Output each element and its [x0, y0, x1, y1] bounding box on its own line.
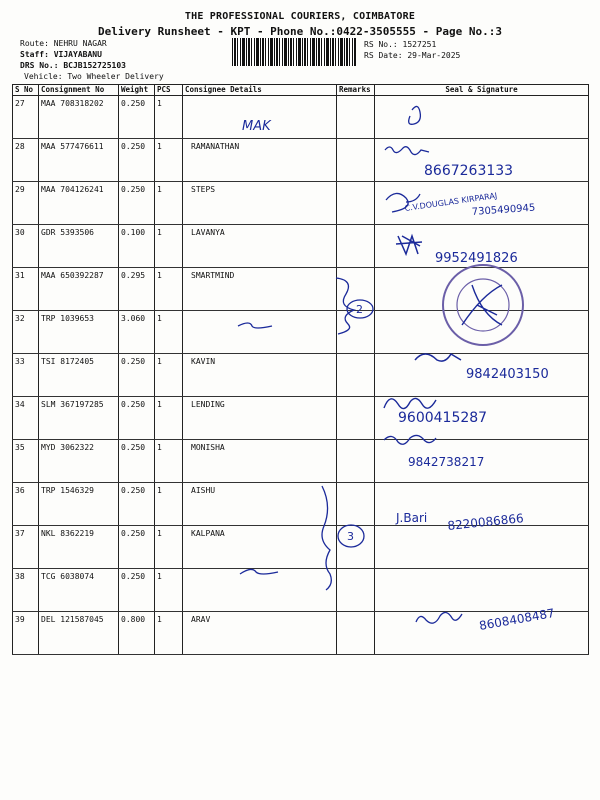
- drs-value: BCJB152725103: [63, 61, 126, 70]
- cell-remarks: [337, 139, 375, 182]
- rs-date-line: [364, 51, 460, 60]
- cell-sno: 30: [13, 225, 39, 268]
- cell-consignment: MAA 704126241: [39, 182, 119, 225]
- cell-pcs: 1: [155, 612, 183, 655]
- table-row: [13, 139, 589, 182]
- col-sno: S No: [13, 85, 39, 96]
- handwritten-mak: MAK: [242, 119, 271, 134]
- cell-remarks: [337, 354, 375, 397]
- col-pcs: PCS: [155, 85, 183, 96]
- table-row: [13, 225, 589, 268]
- cell-consignment: TRP 1039653: [39, 311, 119, 354]
- col-remarks: Remarks: [337, 85, 375, 96]
- cell-consignment: SLM 367197285: [39, 397, 119, 440]
- cell-signature: [375, 225, 589, 268]
- cell-remarks: [337, 483, 375, 526]
- cell-weight: 0.250: [119, 440, 155, 483]
- cell-signature: [375, 569, 589, 612]
- cell-signature: [375, 96, 589, 139]
- cell-remarks: [337, 225, 375, 268]
- cell-weight: 0.250: [119, 182, 155, 225]
- table-row: [13, 526, 589, 569]
- cell-pcs: 1: [155, 182, 183, 225]
- table-row: [13, 182, 589, 225]
- handwritten-phone-39: 8608408487: [478, 605, 556, 633]
- cell-remarks: [337, 440, 375, 483]
- route-line: [20, 39, 107, 48]
- cell-sno: 31: [13, 268, 39, 311]
- cell-consignee: LAVANYA: [183, 225, 337, 268]
- cell-consignee: SMARTMIND: [183, 268, 337, 311]
- table-row: [13, 268, 589, 311]
- cell-pcs: 1: [155, 225, 183, 268]
- cell-consignee: AISHU: [183, 483, 337, 526]
- handwritten-name-29: C.V.DOUGLAS KIRPARAJ: [404, 191, 498, 213]
- cell-signature: [375, 440, 589, 483]
- cell-consignee: MONISHA: [183, 440, 337, 483]
- col-signature: Seal & Signature: [375, 85, 589, 96]
- cell-weight: 0.250: [119, 526, 155, 569]
- rs-no-label: RS No.:: [364, 40, 398, 49]
- table-row: [13, 483, 589, 526]
- cell-signature: [375, 268, 589, 311]
- table-row: [13, 96, 589, 139]
- vehicle-line: [24, 72, 164, 81]
- cell-consignee: ARAV: [183, 612, 337, 655]
- cell-pcs: 1: [155, 569, 183, 612]
- runsheet-table: [12, 84, 589, 655]
- cell-pcs: 1: [155, 526, 183, 569]
- cell-remarks: [337, 397, 375, 440]
- cell-consignment: TSI 8172405: [39, 354, 119, 397]
- cell-sno: 32: [13, 311, 39, 354]
- cell-consignment: MAA 708318202: [39, 96, 119, 139]
- handwritten-phone-30: 9952491826: [435, 251, 518, 266]
- col-consignee: Consignee Details: [183, 85, 337, 96]
- drs-line: [20, 61, 126, 70]
- circle-number-32: 2: [356, 303, 363, 316]
- cell-consignment: TRP 1546329: [39, 483, 119, 526]
- cell-remarks: [337, 311, 375, 354]
- runsheet-title: Delivery Runsheet - KPT - Phone No.:0422-3505555 - Page No.:3: [98, 25, 502, 38]
- cell-sno: 36: [13, 483, 39, 526]
- cell-sno: 27: [13, 96, 39, 139]
- cell-signature: [375, 182, 589, 225]
- staff-line: [20, 50, 102, 59]
- cell-signature: [375, 483, 589, 526]
- cell-consignment: TCG 6038074: [39, 569, 119, 612]
- cell-sno: 35: [13, 440, 39, 483]
- handwritten-phone-29: 7305490945: [471, 202, 536, 218]
- cell-consignee: STEPS: [183, 182, 337, 225]
- cell-remarks: [337, 268, 375, 311]
- handwritten-phone-37: 8220086866: [446, 511, 525, 533]
- cell-consignment: MAA 650392287: [39, 268, 119, 311]
- cell-consignment: MYD 3062322: [39, 440, 119, 483]
- route-label: Route:: [20, 39, 49, 48]
- table-row: [13, 612, 589, 655]
- rs-date-value: 29-Mar-2025: [407, 51, 461, 60]
- cell-sno: 38: [13, 569, 39, 612]
- handwritten-phone-34: 9600415287: [398, 410, 488, 426]
- staff-value: VIJAYABANU: [53, 50, 102, 59]
- cell-weight: 0.250: [119, 397, 155, 440]
- cell-consignee: [183, 311, 337, 354]
- cell-consignee: RAMANATHAN: [183, 139, 337, 182]
- cell-pcs: 1: [155, 96, 183, 139]
- cell-signature: [375, 612, 589, 655]
- cell-remarks: [337, 96, 375, 139]
- cell-consignee: [183, 96, 337, 139]
- cell-pcs: 1: [155, 139, 183, 182]
- cell-weight: 3.060: [119, 311, 155, 354]
- cell-weight: 0.250: [119, 569, 155, 612]
- col-consignment: Consignment No: [39, 85, 119, 96]
- table-row: [13, 311, 589, 354]
- handwritten-phone-35: 9842738217: [408, 455, 485, 469]
- cell-sno: 29: [13, 182, 39, 225]
- cell-weight: 0.100: [119, 225, 155, 268]
- cell-pcs: 1: [155, 397, 183, 440]
- rs-no-line: [364, 40, 436, 49]
- cell-signature: [375, 354, 589, 397]
- circle-number-37: 3: [347, 530, 354, 543]
- cell-signature: [375, 397, 589, 440]
- cell-weight: 0.800: [119, 612, 155, 655]
- cell-signature: [375, 139, 589, 182]
- table-row: [13, 397, 589, 440]
- cell-pcs: 1: [155, 354, 183, 397]
- route-value: NEHRU NAGAR: [53, 39, 107, 48]
- cell-pcs: 1: [155, 483, 183, 526]
- table-row: [13, 354, 589, 397]
- cell-weight: 0.250: [119, 139, 155, 182]
- cell-pcs: 1: [155, 440, 183, 483]
- table-header-row: [13, 85, 589, 96]
- table-row: [13, 569, 589, 612]
- cell-remarks: [337, 612, 375, 655]
- rs-date-label: RS Date:: [364, 51, 403, 60]
- cell-weight: 0.250: [119, 483, 155, 526]
- cell-consignee: LENDING: [183, 397, 337, 440]
- cell-weight: 0.295: [119, 268, 155, 311]
- cell-consignment: DEL 121587045: [39, 612, 119, 655]
- cell-weight: 0.250: [119, 354, 155, 397]
- drs-label: DRS No.:: [20, 61, 59, 70]
- cell-sno: 37: [13, 526, 39, 569]
- handwritten-phone-33: 9842403150: [466, 367, 549, 382]
- barcode: [232, 38, 356, 66]
- cell-signature: [375, 311, 589, 354]
- cell-consignee: KAVIN: [183, 354, 337, 397]
- cell-consignment: MAA 577476611: [39, 139, 119, 182]
- handwritten-phone-28: 8667263133: [424, 163, 514, 179]
- cell-sno: 33: [13, 354, 39, 397]
- table-row: [13, 440, 589, 483]
- cell-weight: 0.250: [119, 96, 155, 139]
- rs-no-value: 1527251: [402, 40, 437, 49]
- cell-sno: 34: [13, 397, 39, 440]
- cell-consignment: GDR 5393506: [39, 225, 119, 268]
- staff-label: Staff:: [20, 50, 49, 59]
- company-title: THE PROFESSIONAL COURIERS, COIMBATORE: [184, 11, 416, 22]
- cell-sno: 28: [13, 139, 39, 182]
- cell-signature: [375, 526, 589, 569]
- cell-consignment: NKL 8362219: [39, 526, 119, 569]
- cell-consignee: [183, 569, 337, 612]
- cell-pcs: 1: [155, 268, 183, 311]
- cell-remarks: [337, 182, 375, 225]
- cell-consignee: KALPANA: [183, 526, 337, 569]
- cell-pcs: 1: [155, 311, 183, 354]
- cell-remarks: [337, 569, 375, 612]
- handwritten-name-37: J.Bari: [396, 511, 428, 525]
- vehicle-value: Two Wheeler Delivery: [67, 72, 164, 81]
- cell-remarks: [337, 526, 375, 569]
- cell-sno: 39: [13, 612, 39, 655]
- col-weight: Weight: [119, 85, 155, 96]
- vehicle-label: Vehicle:: [24, 72, 63, 81]
